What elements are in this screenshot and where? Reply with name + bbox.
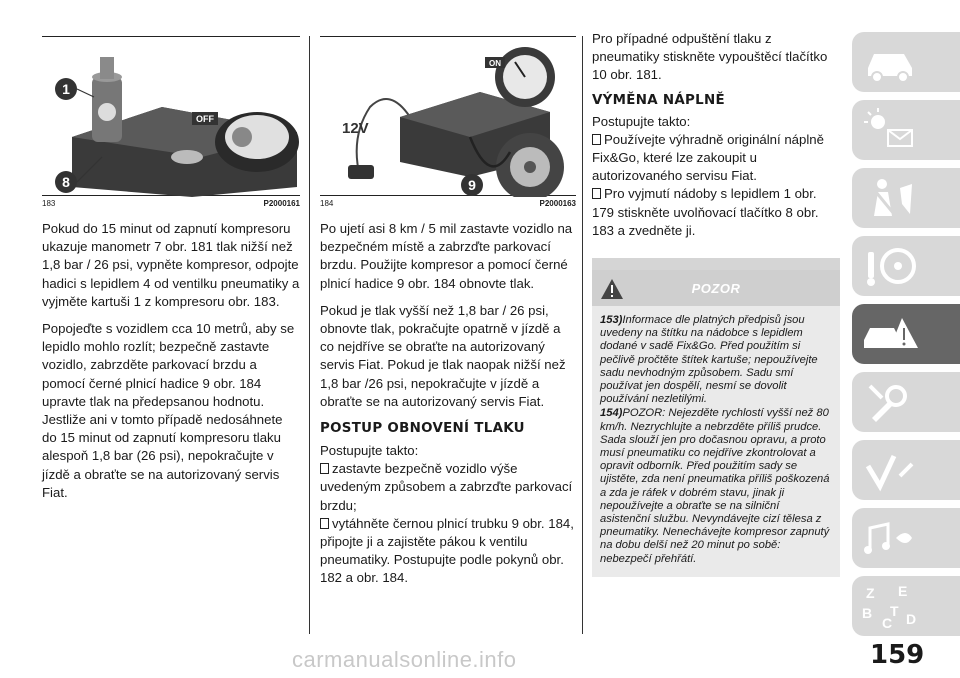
dashboard-lights-icon (860, 106, 920, 154)
figure-number: 184 (320, 199, 334, 208)
tab-index[interactable] (852, 576, 960, 636)
paragraph: Pokud do 15 minut od zapnutí kompresoru ukazuje manometr 7 obr. 181 tlak nižší než 1,8 bar / 26 psi, vypněte kompresor, odpojte hadici s lepidlem 4 od ventilku pneumatiky a vyjměte kartuši 1 z kompresoru obr. 183. (42, 221, 300, 309)
warning-box (592, 258, 840, 577)
compressor-tyre-illustration-icon (320, 37, 576, 197)
checkbox-bullet-icon (592, 188, 601, 199)
warning-item: 154)POZOR: Nejezděte rychlostí vyšší než 80 km/h. Nezrychlujte a nebrzděte příliš prudce. Sada slouží jen pro dočasnou opravu, a proto musí pneumatiku co nejdříve zkontrolovat a opravit odborník. Před použitím sady se ujistěte, zda není pneumatika příliš poškozená a zda je ráfek v dobrém stavu, jinak ji nepoužívejte a obraťte se na silniční asistenční službu. Nevyndávejte cizí tělesa z pneumatiky. Nenechávejte kompresor zapnutý na dobu delší než 20 minut po sobě: nebezpečí přehřátí. (600, 407, 830, 565)
svg-text:Z: Z (866, 585, 875, 601)
key-steering-wheel-icon (860, 242, 920, 290)
callout-9: 9 (468, 177, 476, 193)
12v-label: 12V (342, 120, 369, 137)
column-divider (309, 36, 310, 634)
seatbelt-airbag-icon (860, 174, 920, 222)
column-2 (320, 36, 576, 588)
tab-maintenance[interactable] (852, 372, 960, 432)
warning-header (592, 270, 840, 306)
multimedia-icon (860, 514, 920, 562)
tab-technical-data[interactable] (852, 440, 960, 500)
list-item-text: Používejte výhradně originální náplně Fix&Go, které lze zakoupit u autorizovaného servisu Fiat. (592, 131, 824, 184)
paragraph: Po ujetí asi 8 km / 5 mil zastavte vozidlo na bezpečném místě a zabrzďte parkovací brzdu. Použijte kompresor a pomocí černé plnicí hadice 9 obr. 184 obnovte tlak. (320, 221, 573, 291)
svg-text:B: B (862, 605, 873, 621)
list-item (592, 185, 840, 240)
paragraph: Pokud je tlak vyšší než 1,8 bar / 26 psi, obnovte tlak, pokračujte opatrně v jízdě a co nejdříve se obraťte na autorizovaný servis Fiat. Pokud je tlak naopak nižší než 1,8 bar /26 psi, nepokračujte v jízdě a obraťte se na autorizovaný servis Fiat. (320, 302, 566, 409)
checkbox-bullet-icon (592, 134, 601, 145)
watermark: carmanualsonline.info (292, 647, 517, 672)
car-icon (860, 38, 920, 86)
svg-text:T: T (890, 603, 899, 619)
emergency-breakdown-icon (860, 310, 920, 358)
chapter-tabs (852, 32, 960, 644)
list-item-text: vytáhněte černou plnicí trubku 9 obr. 184, připojte ji a zajistěte pákou k ventilu pneumatiky. Postupujte podle pokynů obr. 182 a obr. 184. (320, 515, 574, 586)
technical-data-icon (860, 446, 920, 494)
tab-emergency[interactable] (852, 304, 960, 364)
figure-183-caption (42, 196, 300, 212)
on-label: ON (489, 59, 501, 68)
section-heading: POSTUP OBNOVENÍ TLAKU (320, 421, 525, 437)
section-heading: VÝMĚNA NÁPLNĚ (592, 92, 725, 108)
warning-title: POZOR (691, 280, 741, 296)
figure-184 (320, 36, 576, 196)
compressor-illustration-icon (42, 37, 300, 197)
svg-text:E: E (898, 583, 908, 599)
tab-dashboard-lights[interactable] (852, 100, 960, 160)
maintenance-wrench-icon (860, 378, 920, 426)
list-item (320, 515, 576, 588)
tab-multimedia[interactable] (852, 508, 960, 568)
paragraph: Postupujte takto: (592, 113, 691, 129)
checkbox-bullet-icon (320, 518, 329, 529)
column-divider (582, 36, 583, 634)
figure-number: 183 (42, 199, 56, 208)
paragraph: Postupujte takto: (320, 443, 419, 459)
tab-car[interactable] (852, 32, 960, 92)
warning-body (592, 306, 840, 577)
column-1 (42, 36, 300, 502)
callout-8: 8 (62, 174, 70, 190)
list-item-text: Pro vyjmutí nádoby s lepidlem 1 obr. 179 stiskněte uvolňovací tlačítko 8 obr. 183 a zvedněte ji. (592, 186, 819, 238)
column-3 (592, 30, 840, 577)
svg-text:D: D (906, 611, 917, 627)
tab-safety[interactable] (852, 168, 960, 228)
list-item (592, 131, 840, 186)
checkbox-bullet-icon (320, 463, 329, 474)
figure-code: P2000161 (263, 199, 300, 208)
page-number: 159 (870, 640, 925, 670)
figure-184-caption (320, 196, 576, 212)
tab-starting-driving[interactable] (852, 236, 960, 296)
warning-triangle-icon (600, 278, 624, 300)
paragraph: Pro případné odpuštění tlaku z pneumatiky stiskněte vypouštěcí tlačítko 10 obr. 181. (592, 31, 828, 83)
list-item (320, 460, 576, 515)
svg-text:C: C (882, 615, 893, 631)
off-label: OFF (196, 114, 214, 124)
warning-item: 153)Informace dle platných předpisů jsou uvedeny na štítku na nádobce s lepidlem dodané v sadě Fix&Go. Před použitím si pečlivě pročtěte štítek kartuše; nepoužívejte sadu nevhodným způsobem. Sadu smí používat jen dospělí, nesmí se dovolit používání nezletilými. (600, 314, 818, 406)
callout-1: 1 (62, 81, 70, 97)
figure-code: P2000163 (539, 199, 576, 208)
index-letters-icon (860, 582, 920, 634)
list-item-text: zastavte bezpečně vozidlo výše uvedeným způsobem a zabrzďte parkovací brzdu; (320, 461, 573, 513)
paragraph: Popojeďte s vozidlem cca 10 metrů, aby se lepidlo mohlo rozlít; bezpečně zastavte vozidlo, zabrzděte parkovací brzdu a pomocí černé plnicí hadice 9 obr. 184 upravte tlak na předepsanou hodnotu. Jestliže ani v tomto případě nedosáhnete do 15 minut od zapnutí kompresoru tlaku alespoň 1,8 bar (26 psi), nepokračujte v jízdě a obraťte se na autorizovaný servis Fiat. (42, 321, 295, 500)
figure-183 (42, 36, 300, 196)
